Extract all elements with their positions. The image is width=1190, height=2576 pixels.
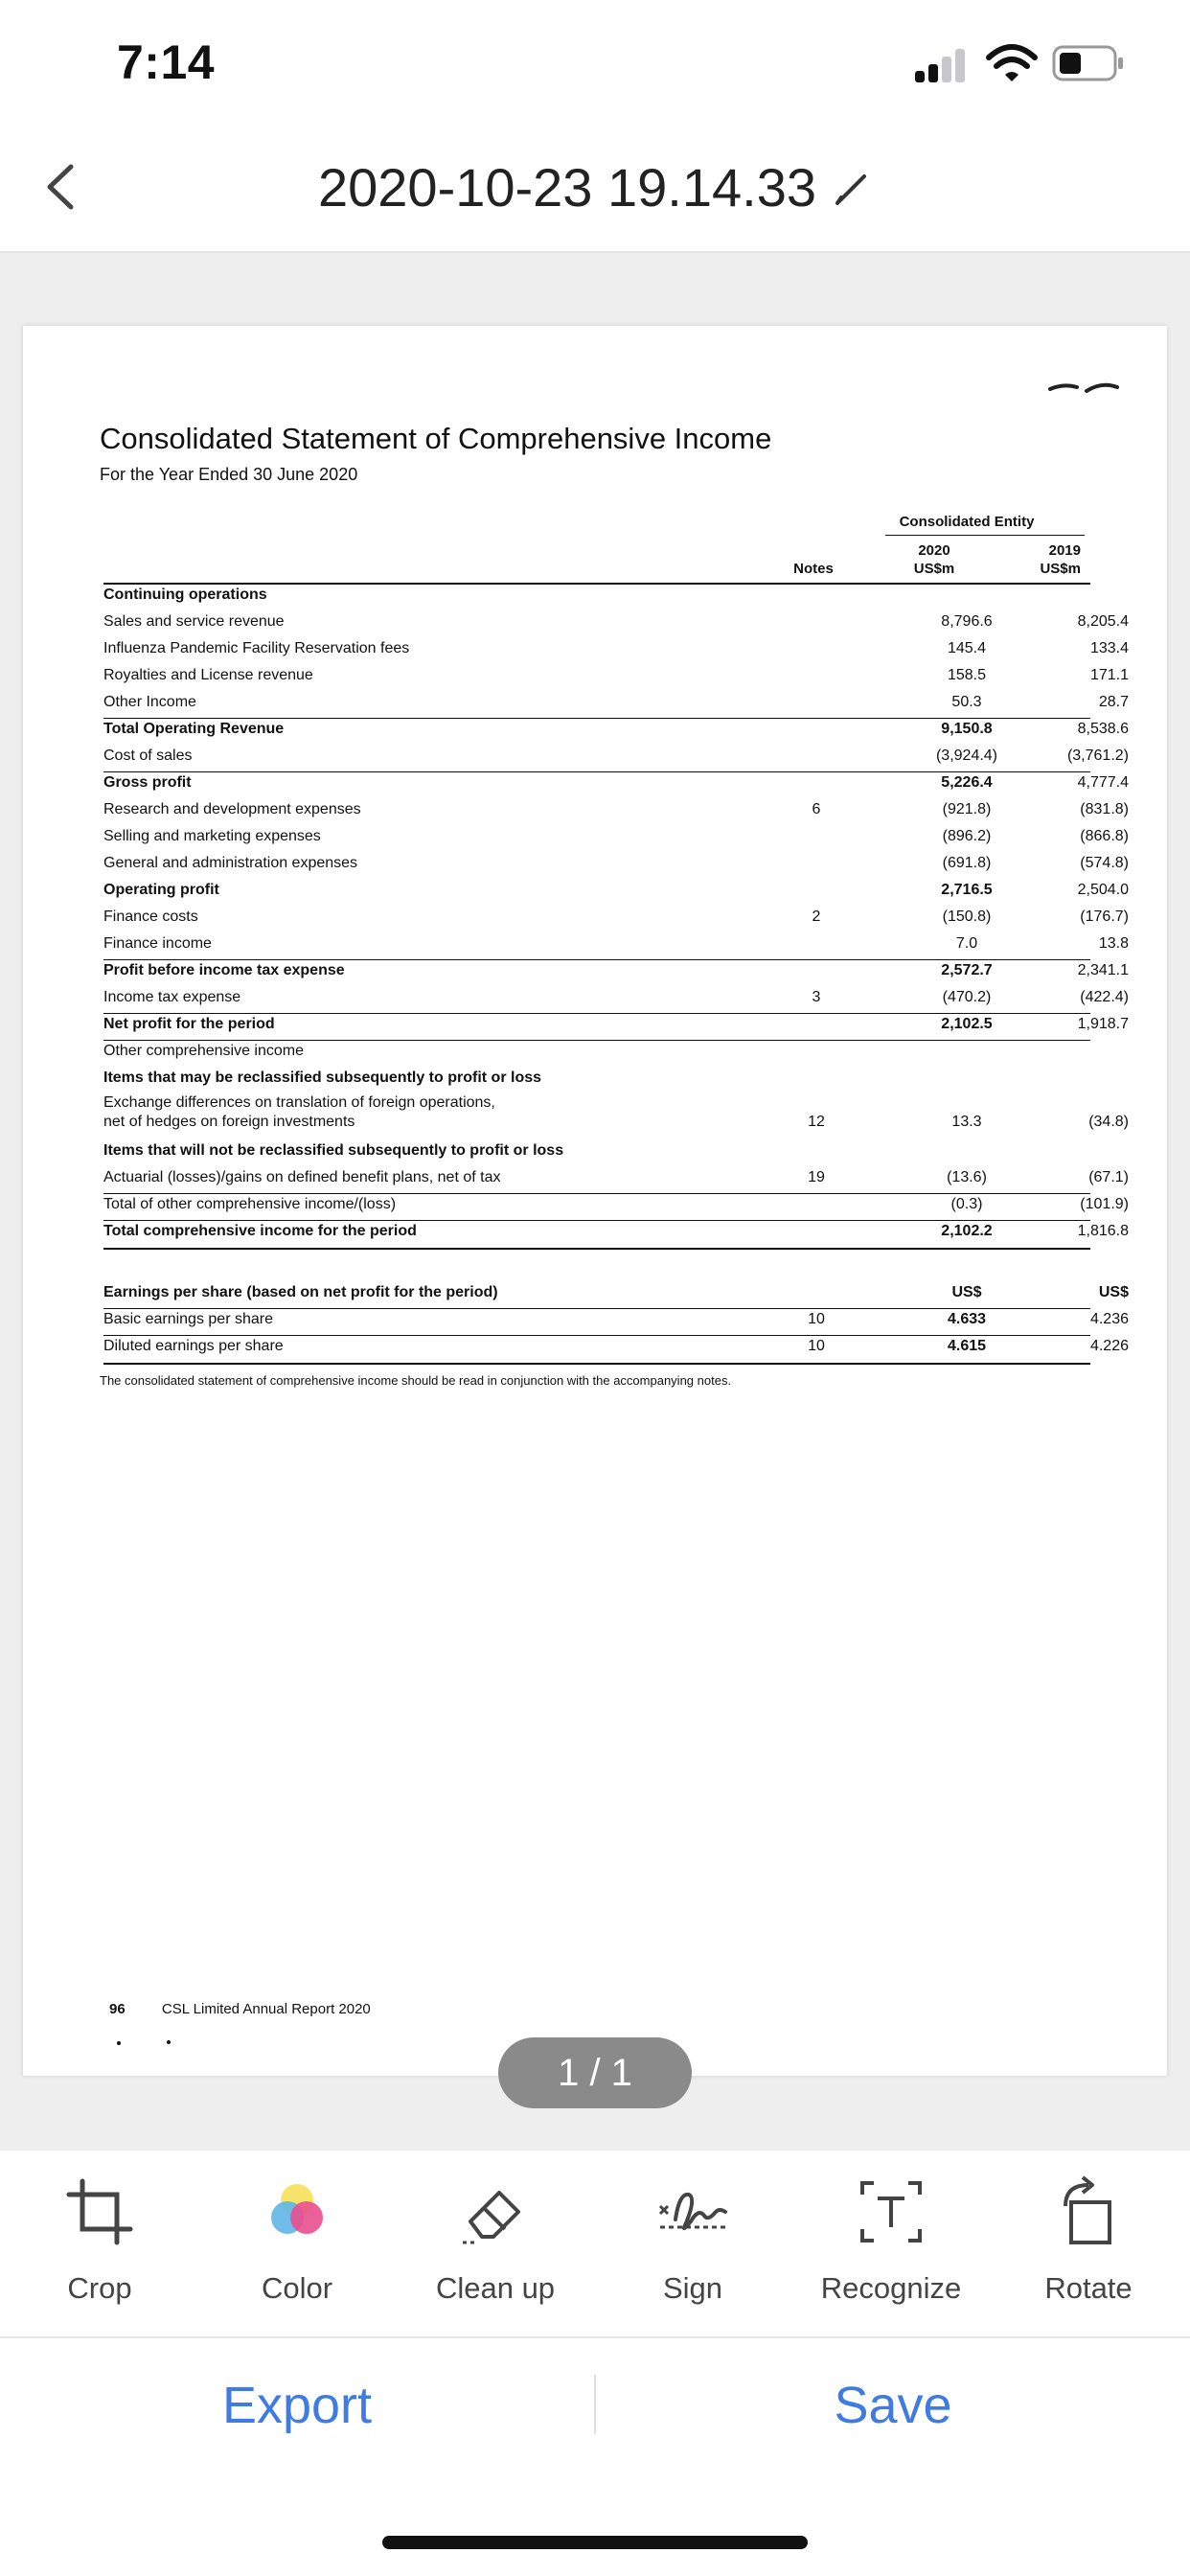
document-title-header[interactable] [0, 156, 1190, 218]
statement-row: Finance costs 2 (150.8) (176.7) [103, 908, 1129, 925]
statement-row: Other Income 50.3 28.7 [103, 694, 1129, 710]
col-2020-year: 2020 [918, 542, 950, 559]
document-viewer[interactable] [0, 253, 1190, 2150]
recognize-button[interactable] [795, 2174, 987, 2317]
scan-speck [117, 2041, 121, 2045]
home-indicator[interactable] [382, 2536, 808, 2549]
nav-bar [0, 125, 1190, 253]
row-rule [103, 959, 1090, 960]
rotate-icon [1050, 2174, 1127, 2250]
row-rule [103, 1220, 1090, 1221]
statement-row: Selling and marketing expenses (896.2) (866.8) [103, 828, 1129, 844]
col-notes: Notes [793, 561, 834, 577]
statement-row: Net profit for the period 2,102.5 1,918.7 [103, 1016, 1129, 1032]
statement-row: General and administration expenses (691.8) (574.8) [103, 855, 1129, 871]
save-button[interactable]: Save [834, 2377, 952, 2434]
report-name: CSL Limited Annual Report 2020 [161, 2001, 371, 2017]
statement-row: Total comprehensive income for the period 2,102.2 1,816.8 [103, 1223, 1129, 1239]
edit-toolbar [0, 2150, 1190, 2338]
entity-header: Consolidated Entity [899, 514, 1035, 530]
statement-row: Cost of sales (3,924.4) (3,761.2) [103, 748, 1129, 764]
statement-row: Gross profit 5,226.4 4,777.4 [103, 774, 1129, 791]
total-rule [103, 1248, 1090, 1250]
statement-row: Items that may be reclassified subsequently to profit or loss [103, 1070, 542, 1086]
clean-up-label: Clean up [435, 2271, 556, 2305]
page-footer [109, 2001, 371, 2017]
statement-row: net of hedges on foreign investments 12 13.3 (34.8) [103, 1114, 1129, 1130]
statement-row: Income tax expense 3 (470.2) (422.4) [103, 989, 1129, 1005]
statement-row: Other comprehensive income [103, 1043, 304, 1059]
color-label: Color [261, 2271, 333, 2305]
clean-up-button[interactable] [400, 2174, 591, 2317]
statement-footnote: The consolidated statement of comprehensive income should be read in conjunction with the accompanying notes. [100, 1373, 732, 1388]
edit-pencil-icon[interactable] [834, 169, 872, 207]
action-bar [0, 2338, 1190, 2472]
eps-row: Diluted earnings per share 10 4.615 4.226 [103, 1338, 1129, 1354]
row-rule [103, 771, 1090, 772]
statement-row: Continuing operations [103, 586, 267, 603]
statement-row: Influenza Pandemic Facility Reservation fees 145.4 133.4 [103, 640, 1129, 656]
statement-row: Research and development expenses 6 (921.8) (831.8) [103, 801, 1129, 817]
crop-icon [61, 2174, 138, 2250]
row-rule [103, 1335, 1090, 1336]
scanned-page [23, 326, 1167, 2076]
color-icon [259, 2174, 335, 2250]
statement-title: Consolidated Statement of Comprehensive Income [100, 422, 772, 455]
row-rule [103, 1040, 1090, 1041]
statement-subtitle: For the Year Ended 30 June 2020 [100, 465, 358, 484]
row-rule [103, 1013, 1090, 1014]
statement-row: Items that will not be reclassified subsequently to profit or loss [103, 1142, 564, 1159]
scan-speck [167, 2040, 171, 2044]
eraser-icon [457, 2174, 534, 2250]
signature-icon [654, 2174, 731, 2250]
crop-button[interactable] [4, 2174, 195, 2317]
header-rule [103, 583, 1090, 585]
entity-rule [885, 535, 1085, 536]
row-rule [103, 718, 1090, 719]
page-indicator: 1 / 1 [498, 2037, 692, 2108]
export-button[interactable]: Export [221, 2377, 373, 2434]
rotate-button[interactable] [993, 2174, 1184, 2317]
battery-icon [1052, 44, 1125, 82]
action-divider [594, 2375, 596, 2434]
row-rule [103, 1308, 1090, 1309]
statement-row: Operating profit 2,716.5 2,504.0 [103, 882, 1129, 898]
cellular-signal-icon [915, 48, 973, 82]
col-2020-unit: US$m [913, 561, 955, 577]
statement-row: Profit before income tax expense 2,572.7 2,341.1 [103, 962, 1129, 978]
sign-label: Sign [662, 2271, 723, 2305]
status-time: 7:14 [117, 35, 216, 89]
color-button[interactable] [201, 2174, 393, 2317]
statement-row: Exchange differences on translation of foreign operations, [103, 1094, 495, 1111]
statement-row: Total Operating Revenue 9,150.8 8,538.6 [103, 721, 1129, 737]
text-recognize-icon [853, 2174, 929, 2250]
eps-bottom-rule [103, 1363, 1090, 1365]
statement-row: Sales and service revenue 8,796.6 8,205.4 [103, 613, 1129, 630]
crop-label: Crop [67, 2271, 132, 2305]
statement-row: Finance income 7.0 13.8 [103, 935, 1129, 952]
status-bar [0, 0, 1190, 125]
wifi-icon [985, 42, 1039, 84]
col-2019-unit: US$m [1040, 561, 1081, 577]
row-rule [103, 1193, 1090, 1194]
document-name: 2020-10-23 19.14.33 [318, 157, 816, 218]
page-number: 96 [109, 2001, 126, 2017]
statement-row: Actuarial (losses)/gains on defined benefit plans, net of tax 19 (13.6) (67.1) [103, 1169, 1129, 1185]
recognize-label: Recognize [820, 2271, 962, 2305]
eps-header-row: Earnings per share (based on net profit for the period) US$ US$ [103, 1284, 1129, 1300]
col-2019-year: 2019 [1048, 542, 1081, 559]
rotate-label: Rotate [1044, 2271, 1133, 2305]
eps-row: Basic earnings per share 10 4.633 4.236 [103, 1311, 1129, 1327]
pen-mark-icon [1048, 380, 1119, 397]
statement-row: Royalties and License revenue 158.5 171.1 [103, 667, 1129, 683]
statement-row: Total of other comprehensive income/(loss) (0.3) (101.9) [103, 1196, 1129, 1212]
sign-button[interactable] [597, 2174, 789, 2317]
